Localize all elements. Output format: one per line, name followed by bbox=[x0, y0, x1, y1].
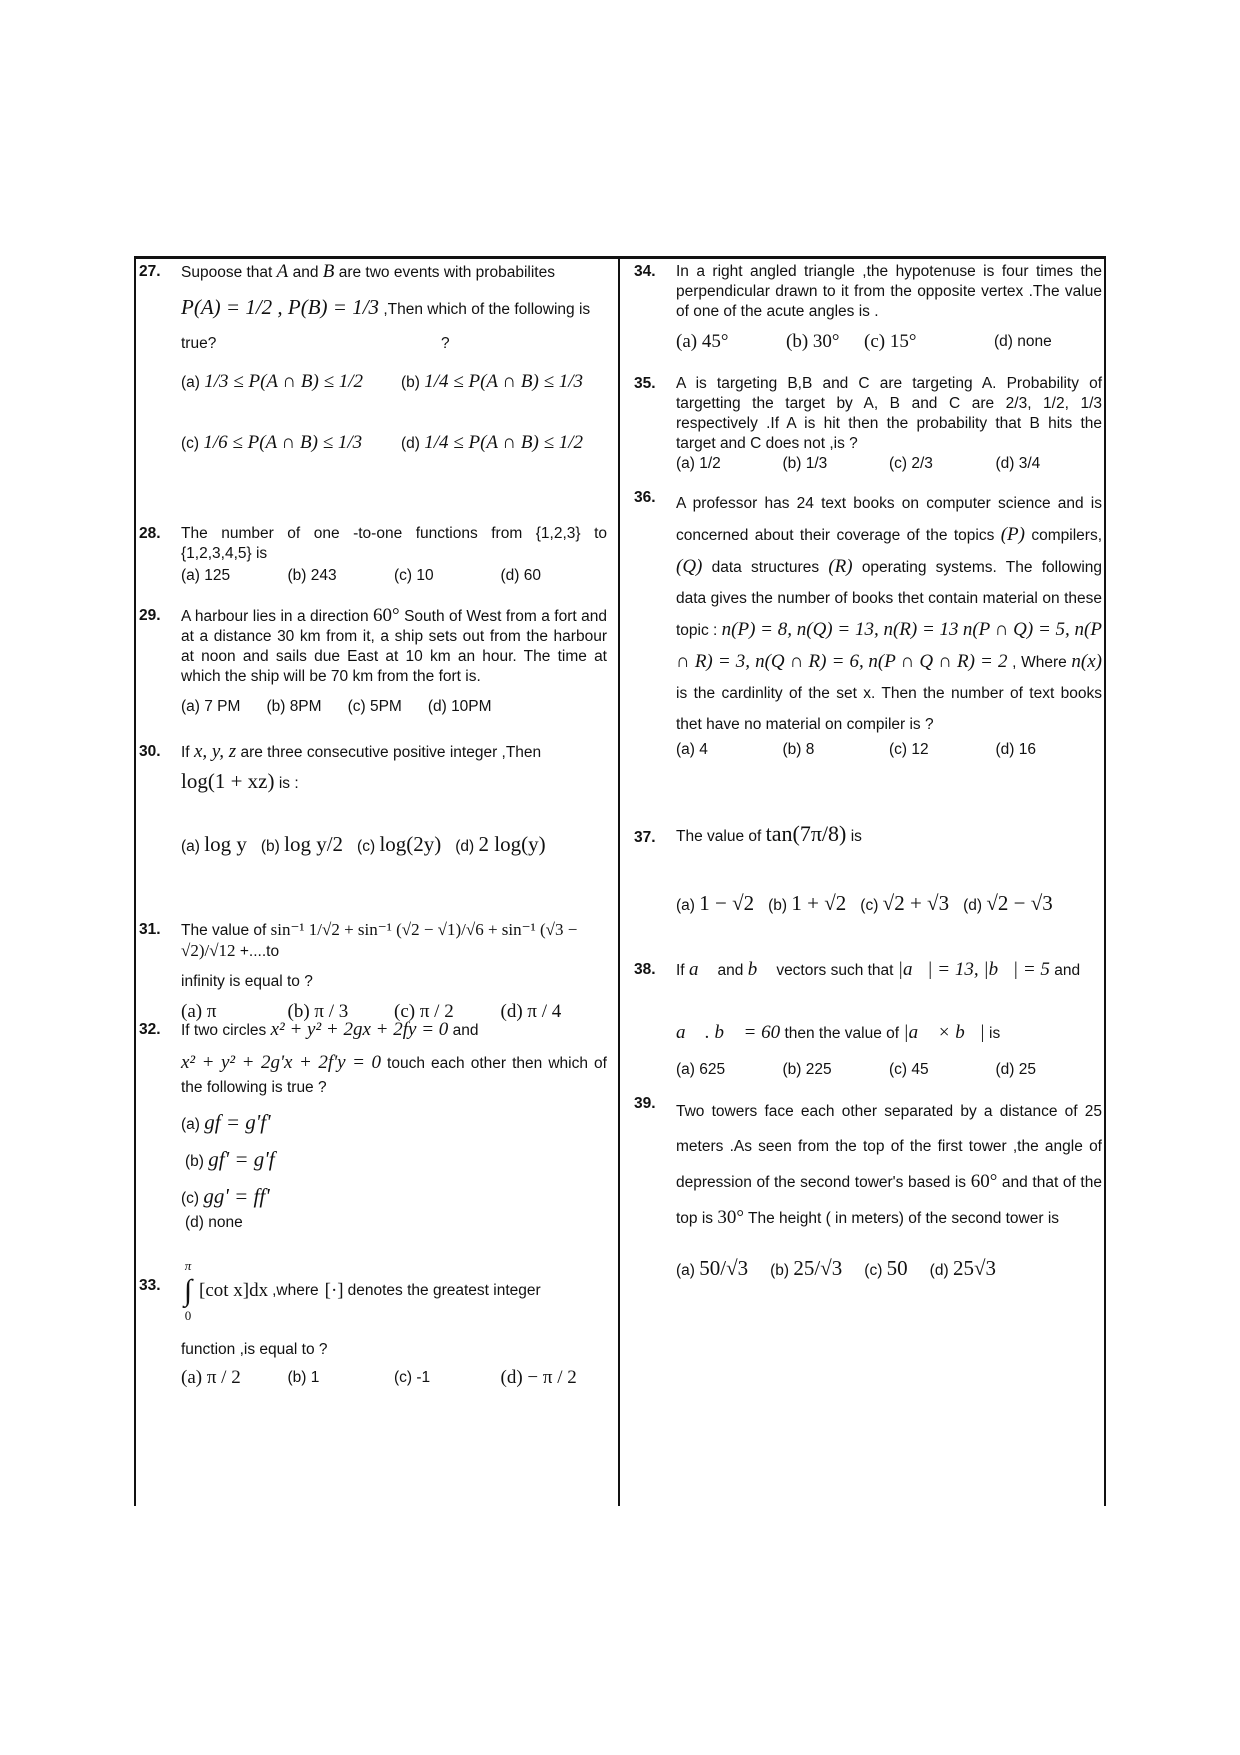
q38-vector-b: b⃗ bbox=[747, 959, 772, 980]
question-36 bbox=[632, 488, 1102, 798]
q39-text-a: Two towers face each other separated by a distance of 25 meters .As seen from the top of the first tower ,the angle of depression of the second tower's based is bbox=[676, 1103, 1102, 1191]
q27-text-e: true? bbox=[181, 335, 217, 352]
q34-option-c: (c) 15° bbox=[864, 331, 917, 352]
q38-vector-a: a⃗ bbox=[688, 959, 714, 980]
q33-option-c: (c) -1 bbox=[394, 1369, 431, 1386]
question-33 bbox=[137, 1256, 607, 1388]
q34-text: In a right angled triangle ,the hypotenuse is four times the perpendicular drawn to it from the opposite vertex .The value of one of the acute angles is . bbox=[676, 263, 1102, 320]
question-number: 32. bbox=[139, 1021, 161, 1038]
question-number: 35. bbox=[634, 375, 656, 392]
q30-options bbox=[181, 834, 607, 857]
q35-options bbox=[676, 454, 1102, 474]
q33-integrand: [cot x]dx bbox=[199, 1280, 269, 1301]
q32-option-c: (c) gg' = ff' bbox=[181, 1184, 270, 1208]
question-number: 33. bbox=[139, 1277, 161, 1294]
question-number: 27. bbox=[139, 263, 161, 280]
integral-sign: π ∫ 0 bbox=[183, 1258, 193, 1323]
q36-text-c: data structures bbox=[711, 559, 820, 576]
q39-option-d: (d) 25√3 bbox=[929, 1256, 996, 1280]
q33-text-a: ,where bbox=[272, 1282, 319, 1299]
q32-option-d: (d) none bbox=[185, 1214, 243, 1231]
question-38 bbox=[632, 950, 1102, 1100]
q31-text-a: The value of bbox=[181, 922, 267, 939]
q33-text-c: function ,is equal to ? bbox=[181, 1341, 328, 1358]
q27-text-b: and bbox=[292, 264, 319, 281]
q27-probabilities: P(A) = 1/2 , P(B) = 1/3 bbox=[181, 295, 380, 319]
q29-text-a: A harbour lies in a direction bbox=[181, 608, 369, 625]
q37-option-a: (a) 1 − √2 bbox=[676, 891, 755, 915]
question-number: 34. bbox=[634, 263, 656, 280]
q33-option-a: (a) π / 2 bbox=[181, 1367, 241, 1388]
question-37 bbox=[632, 798, 1102, 950]
q33-options bbox=[181, 1368, 607, 1388]
question-number: 39. bbox=[634, 1095, 656, 1112]
q36-equation-1: n(P) = 8, n(Q) = 13, n(R) = 13 bbox=[721, 619, 959, 640]
q36-text-b: compilers, bbox=[1031, 527, 1103, 544]
q27-text-c: are two events with probabilites bbox=[338, 264, 555, 281]
q27-var-a: A bbox=[276, 261, 289, 282]
q28-text: The number of one -to-one functions from {1,2,3} to {1,2,3,4,5} is bbox=[181, 525, 607, 562]
q36-options bbox=[676, 740, 1102, 760]
question-number: 28. bbox=[139, 525, 161, 542]
q31-expression: sin⁻¹ 1/√2 + sin⁻¹ (√2 − √1)/√6 + sin⁻¹ (√3 − √2)/√12 bbox=[181, 920, 578, 960]
q38-cross-product: |a⃗ × b⃗| bbox=[903, 1022, 985, 1043]
q38-text-f: is bbox=[989, 1025, 1001, 1042]
q39-option-c: (c) 50 bbox=[864, 1256, 908, 1280]
q37-option-c: (c) √2 + √3 bbox=[860, 891, 950, 915]
question-number: 31. bbox=[139, 921, 161, 938]
q39-option-a: (a) 50/√3 bbox=[676, 1256, 749, 1280]
q36-option-b: (b) 8 bbox=[782, 741, 815, 758]
q28-option-b: (b) 243 bbox=[287, 567, 337, 584]
q35-option-d: (d) 3/4 bbox=[995, 455, 1041, 472]
q34-option-d: (d) none bbox=[994, 333, 1052, 350]
q32-text-a: If two circles bbox=[181, 1022, 267, 1039]
q29-angle: 60° bbox=[373, 605, 400, 626]
question-number: 36. bbox=[634, 489, 656, 506]
q29-option-a: (a) 7 PM bbox=[181, 698, 241, 715]
question-39 bbox=[632, 1094, 1102, 1314]
q34-option-b: (b) 30° bbox=[786, 331, 840, 352]
question-number: 29. bbox=[139, 607, 161, 624]
q35-option-a: (a) 1/2 bbox=[676, 455, 721, 472]
right-border bbox=[1104, 256, 1106, 1506]
question-32 bbox=[137, 1020, 607, 1256]
left-column bbox=[137, 261, 607, 1388]
q37-text-a: The value of bbox=[676, 828, 762, 845]
q36-text-e: , Where bbox=[1012, 654, 1067, 671]
q36-option-a: (a) 4 bbox=[676, 741, 708, 758]
q27-option-d: (d) 1/4 ≤ P(A ∩ B) ≤ 1/2 bbox=[401, 432, 584, 453]
q37-option-b: (b) 1 + √2 bbox=[768, 891, 847, 915]
q27-text-d: ,Then which of the following is bbox=[383, 301, 591, 318]
q31-option-d: (d) π / 4 bbox=[500, 1001, 562, 1022]
q30-expression: log(1 + xz) bbox=[181, 769, 275, 793]
q34-options bbox=[676, 332, 1102, 352]
q28-option-c: (c) 10 bbox=[394, 567, 434, 584]
q36-r: (R) bbox=[828, 556, 853, 577]
q27-option-a: (a) 1/3 ≤ P(A ∩ B) ≤ 1/2 bbox=[181, 371, 364, 392]
question-number: 30. bbox=[139, 743, 161, 760]
q38-dot-product: a⃗ . b⃗ = 60 bbox=[676, 1022, 781, 1043]
q36-q: (Q) bbox=[676, 556, 703, 577]
q29-option-c: (c) 5PM bbox=[347, 698, 402, 715]
q27-var-b: B bbox=[322, 261, 335, 282]
q30-text-c: is : bbox=[278, 775, 299, 792]
question-29 bbox=[137, 606, 607, 742]
q32-option-b: (b) gf' = g'f bbox=[185, 1147, 275, 1171]
q38-text-e: then the value of bbox=[784, 1025, 900, 1042]
q30-text-b: are three consecutive positive integer ,Then bbox=[240, 744, 542, 761]
q38-option-b: (b) 225 bbox=[782, 1061, 832, 1078]
q28-option-a: (a) 125 bbox=[181, 567, 231, 584]
q37-options bbox=[676, 893, 1102, 916]
q38-moduli: |a⃗| = 13, |b⃗| = 5 bbox=[897, 959, 1050, 980]
top-rule bbox=[135, 256, 1105, 259]
question-number: 38. bbox=[634, 961, 656, 978]
question-28 bbox=[137, 524, 607, 606]
q38-option-a: (a) 625 bbox=[676, 1061, 726, 1078]
q28-options bbox=[181, 566, 607, 586]
q27-option-b: (b) 1/4 ≤ P(A ∩ B) ≤ 1/3 bbox=[401, 371, 584, 392]
q31-option-a: (a) π bbox=[181, 1001, 217, 1022]
q35-option-c: (c) 2/3 bbox=[889, 455, 933, 472]
q36-equation-3: n(P ∩ Q ∩ R) = 2 bbox=[868, 651, 1008, 672]
q33-option-d: (d) − π / 2 bbox=[500, 1367, 577, 1388]
q29-options bbox=[181, 697, 607, 717]
question-35 bbox=[632, 374, 1102, 488]
q36-text-a: A professor has 24 text books on computer science and is concerned about their coverage of the topics bbox=[676, 495, 1102, 544]
question-30 bbox=[137, 742, 607, 890]
q39-angle-2: 30° bbox=[717, 1207, 744, 1228]
q38-option-d: (d) 25 bbox=[995, 1061, 1036, 1078]
q32-text-c: touch each other then which of the following is true ? bbox=[181, 1055, 607, 1096]
q38-text-c: vectors such that bbox=[776, 962, 894, 979]
q36-equation-2: n(P ∩ Q) = 5, n(P ∩ R) = 3, n(Q ∩ R) = 6, bbox=[676, 619, 1102, 672]
q29-text-b: South of West from a fort and at a distance 30 km from it, a ship sets out from the harbour at noon and sails due East at 10 km an hour. The time at which the ship will be 70 km from the fort is. bbox=[181, 608, 607, 685]
q36-p: (P) bbox=[1000, 524, 1025, 545]
q27-option-c: (c) 1/6 ≤ P(A ∩ B) ≤ 1/3 bbox=[181, 432, 363, 453]
q27-text-a: Supoose that bbox=[181, 264, 273, 281]
q38-option-c: (c) 45 bbox=[889, 1061, 929, 1078]
q36-text-f: is the cardinlity of the set x. Then the number of text books thet have no material on compiler is ? bbox=[676, 685, 1102, 733]
q39-option-b: (b) 25/√3 bbox=[770, 1256, 843, 1280]
column-divider bbox=[618, 256, 620, 1506]
q38-options bbox=[676, 1060, 1102, 1080]
q35-text: A is targeting B,B and C are targeting A. Probability of targetting the target by A, B and C are 2/3, 1/2, 1/3 respectively .If A is hit then the probability that B hits the target and C does not ,is ? bbox=[676, 375, 1102, 452]
question-27 bbox=[137, 262, 607, 524]
q32-equation-2: x² + y² + 2g'x + 2f'y = 0 bbox=[181, 1052, 381, 1073]
q29-option-b: (b) 8PM bbox=[266, 698, 322, 715]
q34-option-a: (a) 45° bbox=[676, 331, 729, 352]
question-number: 37. bbox=[634, 829, 656, 846]
q36-text-d: operating systems. The following data gives the number of books thet contain material on these topic : bbox=[676, 559, 1103, 639]
q36-nx: n(x) bbox=[1071, 651, 1102, 672]
q38-text-b: and bbox=[717, 962, 744, 979]
q37-expression: tan(7π/8) bbox=[765, 821, 847, 846]
question-31 bbox=[137, 890, 607, 1020]
q39-text-b: and that of the top is bbox=[676, 1174, 1102, 1227]
integral-symbol: ∫ bbox=[183, 1274, 193, 1307]
q36-option-c: (c) 12 bbox=[889, 741, 929, 758]
q28-option-d: (d) 60 bbox=[500, 567, 541, 584]
q36-option-d: (d) 16 bbox=[995, 741, 1036, 758]
q35-option-b: (b) 1/3 bbox=[782, 455, 828, 472]
q31-option-b: (b) π / 3 bbox=[287, 1001, 349, 1022]
q39-angle-1: 60° bbox=[970, 1171, 998, 1192]
q37-option-d: (d) √2 − √3 bbox=[963, 891, 1053, 915]
q27-text-f: ? bbox=[441, 335, 450, 352]
left-border bbox=[134, 256, 136, 1506]
q39-options bbox=[676, 1258, 1102, 1281]
question-34 bbox=[632, 262, 1102, 374]
q30-option-c: (c) log(2y) bbox=[357, 832, 442, 856]
q33-text-b: denotes the greatest integer bbox=[347, 1282, 541, 1299]
q38-text-a: If bbox=[676, 962, 685, 979]
q31-text-c: infinity is equal to ? bbox=[181, 973, 313, 990]
q32-text-b: and bbox=[452, 1022, 479, 1039]
q39-text-c: The height ( in meters) of the second tower is bbox=[748, 1210, 1060, 1227]
q33-bracket: [·] bbox=[324, 1280, 344, 1301]
q32-option-a: (a) gf = g'f' bbox=[181, 1110, 271, 1134]
right-column bbox=[632, 262, 1102, 1314]
q38-text-d: and bbox=[1054, 962, 1081, 979]
q29-option-d: (d) 10PM bbox=[427, 698, 492, 715]
q37-text-b: is bbox=[850, 828, 862, 845]
q30-vars: x, y, z bbox=[193, 741, 237, 762]
q30-option-b: (b) log y/2 bbox=[260, 832, 344, 856]
q31-text-b: +....to bbox=[239, 943, 280, 960]
q30-option-a: (a) log y bbox=[181, 832, 247, 856]
q32-equation-1: x² + y² + 2gx + 2fy = 0 bbox=[270, 1019, 449, 1040]
q31-option-c: (c) π / 2 bbox=[394, 1001, 454, 1022]
q30-option-d: (d) 2 log(y) bbox=[455, 832, 546, 856]
q33-option-b: (b) 1 bbox=[287, 1369, 320, 1386]
q30-text-a: If bbox=[181, 744, 190, 761]
